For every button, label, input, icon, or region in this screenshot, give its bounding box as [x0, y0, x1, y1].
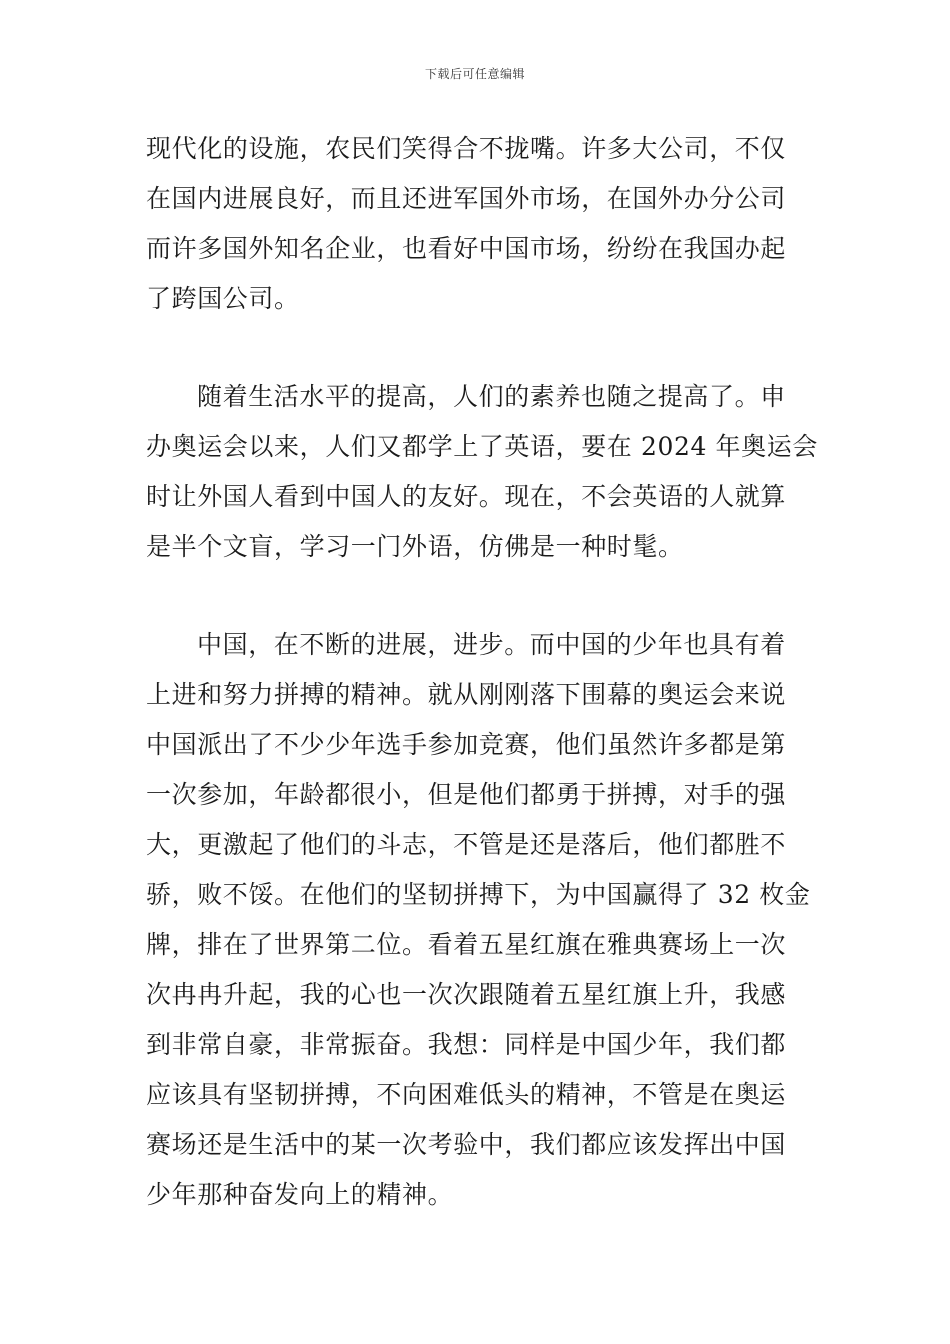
paragraph-1-line-1: 现代化的设施，农民们笑得合不拢嘴。许多大公司，不仅	[146, 134, 787, 163]
paragraph-3-line-5: 大，更激起了他们的斗志，不管是还是落后，他们都胜不	[146, 830, 787, 859]
paragraph-2-line-2: 办奥运会以来，人们又都学上了英语，要在 2024 年奥运会	[146, 432, 818, 461]
paragraph-3-line-12: 少年那种奋发向上的精神。	[146, 1180, 454, 1209]
paragraph-2-line-1: 随着生活水平的提高，人们的素养也随之提高了。申	[197, 382, 786, 411]
paragraph-3-line-3: 中国派出了不少少年选手参加竞赛，他们虽然许多都是第	[146, 730, 787, 759]
paragraph-3-line-2: 上进和努力拼搏的精神。就从刚刚落下围幕的奥运会来说	[146, 680, 787, 709]
paragraph-1-line-3: 而许多国外知名企业，也看好中国市场，纷纷在我国办起	[146, 234, 787, 263]
paragraph-1-line-2: 在国内进展良好，而且还进军国外市场，在国外办分公司	[146, 184, 787, 213]
paragraph-2-line-3: 时让外国人看到中国人的友好。现在，不会英语的人就算	[146, 482, 787, 511]
paragraph-3-line-9: 到非常自豪，非常振奋。我想：同样是中国少年，我们都	[146, 1030, 787, 1059]
paragraph-2-line-4: 是半个文盲，学习一门外语，仿佛是一种时髦。	[146, 532, 684, 561]
paragraph-3-line-1: 中国，在不断的进展，进步。而中国的少年也具有着	[197, 630, 786, 659]
paragraph-3-line-4: 一次参加，年龄都很小，但是他们都勇于拼搏，对手的强	[146, 780, 787, 809]
paragraph-1-line-4: 了跨国公司。	[146, 284, 300, 313]
paragraph-3-line-8: 次冉冉升起，我的心也一次次跟随着五星红旗上升，我感	[146, 980, 787, 1009]
paragraph-3-line-7: 牌，排在了世界第二位。看着五星红旗在雅典赛场上一次	[146, 930, 787, 959]
paragraph-3-line-11: 赛场还是生活中的某一次考验中，我们都应该发挥出中国	[146, 1130, 787, 1159]
paragraph-3-line-10: 应该具有坚韧拼搏，不向困难低头的精神，不管是在奥运	[146, 1080, 787, 1109]
paragraph-3-line-6: 骄，败不馁。在他们的坚韧拼搏下，为中国赢得了 32 枚金	[146, 880, 811, 909]
page-header: 下载后可任意编辑	[424, 67, 525, 81]
